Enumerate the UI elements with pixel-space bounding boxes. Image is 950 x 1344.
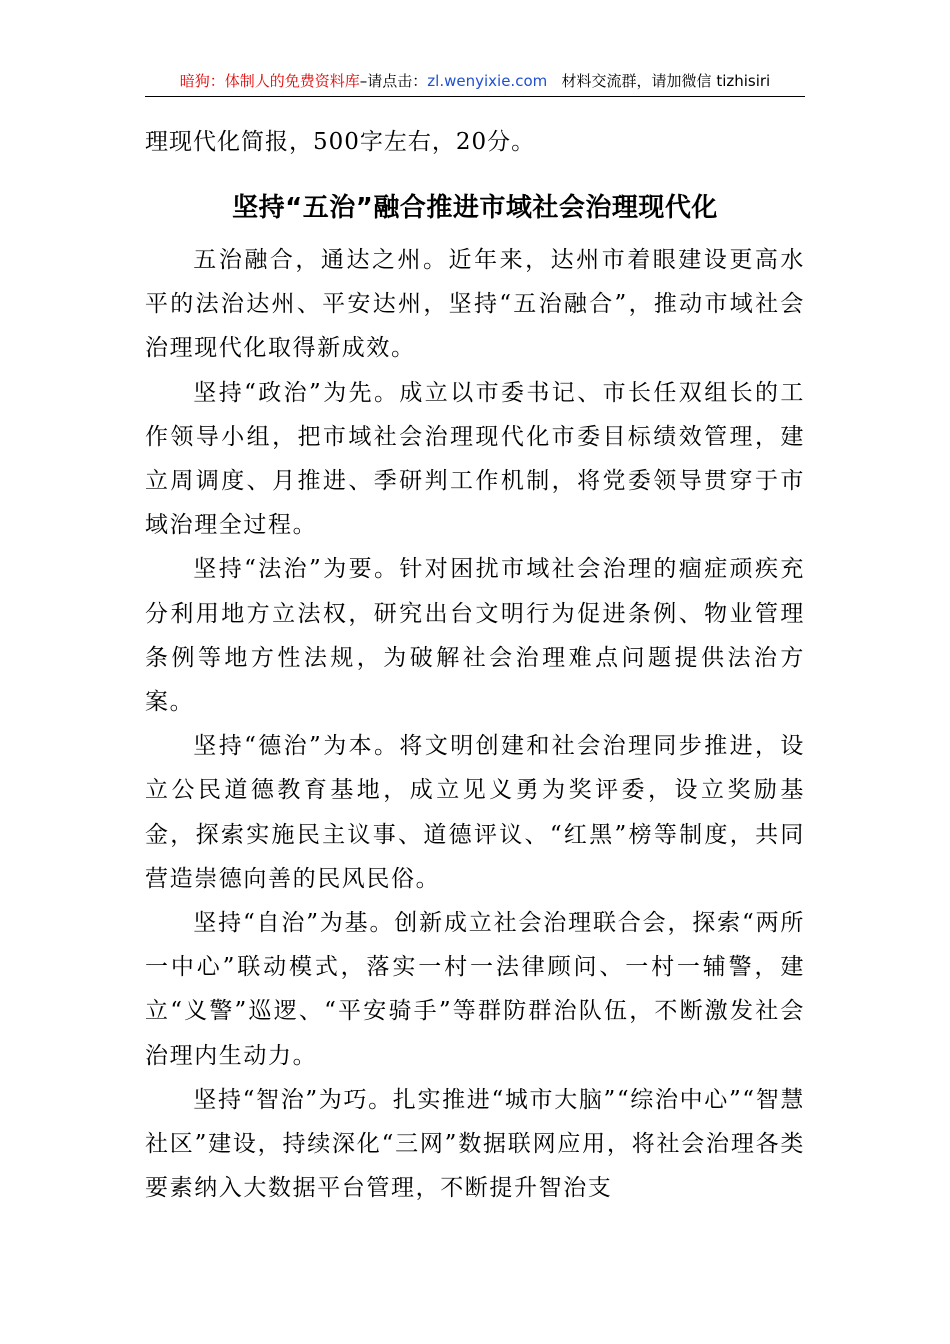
header-url-link[interactable]: zl.wenyixie.com bbox=[427, 72, 548, 90]
paragraph: 坚持“德治”为本。将文明创建和社会治理同步推进，设立公民道德教育基地，成立见义勇为奖评委，设立奖励基金，探索实施民主议事、道德评议、“红黑”榜等制度，共同营造崇德向善的民风民俗。 bbox=[145, 733, 805, 892]
document-title: 坚持“五治”融合推进市域社会治理现代化 bbox=[232, 193, 718, 223]
paragraph: 坚持“自治”为基。创新成立社会治理联合会，探索“两所一中心”联动模式，落实一村一法律顾问、一村一辅警，建立“义警”巡逻、“平安骑手”等群防群治队伍，不断激发社会治理内生动力。 bbox=[145, 910, 805, 1069]
header-site-name: 暗狗：体制人的免费资料库 bbox=[179, 72, 360, 90]
paragraph: 五治融合，通达之州。近年来，达州市着眼建设更高水平的法治达州、平安达州，坚持“五治融合”，推动市域社会治理现代化取得新成效。 bbox=[145, 247, 805, 362]
header-group-note: 材料交流群，请加微信 tizhisiri bbox=[561, 72, 771, 90]
paragraph: 坚持“法治”为要。针对困扰市域社会治理的痼症顽疾充分利用地方立法权，研究出台文明行为促进条例、物业管理条例等地方性法规，为破解社会治理难点问题提供法治方案。 bbox=[145, 556, 805, 716]
document-body bbox=[145, 120, 805, 1210]
paragraph: 坚持“政治”为先。成立以市委书记、市长任双组长的工作领导小组，把市域社会治理现代化市委目标绩效管理，建立周调度、月推进、季研判工作机制，将党委领导贯穿于市域治理全过程。 bbox=[145, 379, 805, 539]
paragraph: 坚持“智治”为巧。扎实推进“城市大脑”“综治中心”“智慧社区”建设，持续深化“三网”数据联网应用，将社会治理各类要素纳入大数据平台管理，不断提升智治支 bbox=[145, 1086, 805, 1202]
page-header bbox=[145, 70, 805, 97]
header-prompt: –请点击： bbox=[359, 72, 428, 90]
lead-line: 理现代化简报，500字左右，20分。 bbox=[145, 129, 536, 155]
